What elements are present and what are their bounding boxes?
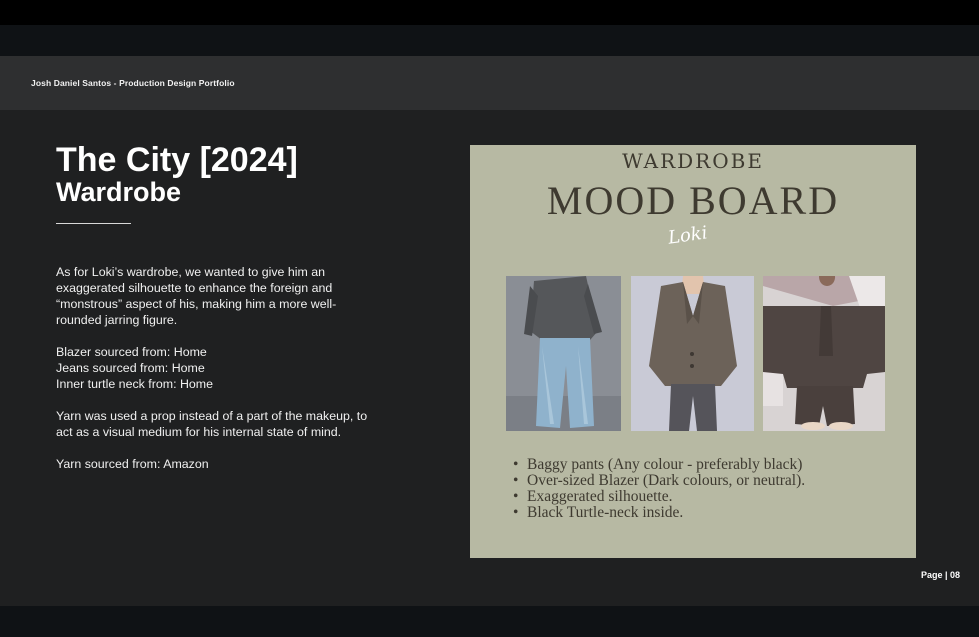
character-name: Loki	[666, 222, 709, 249]
slide-header	[0, 56, 979, 110]
portfolio-title: Josh Daniel Santos - Production Design Portfolio	[31, 78, 235, 88]
jeans-source: Jeans sourced from: Home	[56, 361, 205, 375]
top-letterbox	[0, 0, 979, 25]
wardrobe-requirements-list	[513, 457, 903, 521]
title-divider	[56, 223, 131, 224]
yarn-source: Yarn sourced from: Amazon	[56, 457, 209, 471]
wardrobe-intro: As for Loki’s wardrobe, we wanted to give him an exaggerated silhouette to enhance the foreign and “monstrous” aspect of his, making him a more well-rounded jarring figure.	[56, 265, 337, 327]
oversized-blazer-photo	[631, 276, 754, 431]
exaggerated-silhouette-photo	[763, 276, 885, 431]
top-toolbar-strip	[0, 25, 979, 56]
yarn-note: Yarn was used a prop instead of a part of the makeup, to act as a visual medium for his internal state of mind.	[56, 409, 368, 439]
page-number: Page | 08	[921, 570, 961, 580]
blazer-source: Blazer sourced from: Home	[56, 345, 207, 359]
baggy-jeans-outfit-photo	[506, 276, 621, 431]
mood-board-title: MOOD BOARD	[546, 178, 840, 223]
list-item: • Black Turtle-neck inside.	[513, 505, 903, 521]
description	[56, 264, 376, 472]
list-item: • Over-sized Blazer (Dark colours, or neutral).	[513, 473, 903, 489]
mood-board	[470, 145, 916, 558]
list-item: • Baggy pants (Any colour - preferably black)	[513, 457, 903, 473]
mood-board-kicker: WARDROBE	[622, 149, 764, 173]
page-title: The City [2024]	[56, 141, 298, 179]
turtleneck-source: Inner turtle neck from: Home	[56, 377, 214, 391]
slide	[0, 56, 979, 606]
bottom-toolbar-strip	[0, 606, 979, 637]
page-subtitle: Wardrobe	[56, 177, 182, 207]
list-item: • Exaggerated silhouette.	[513, 489, 903, 505]
